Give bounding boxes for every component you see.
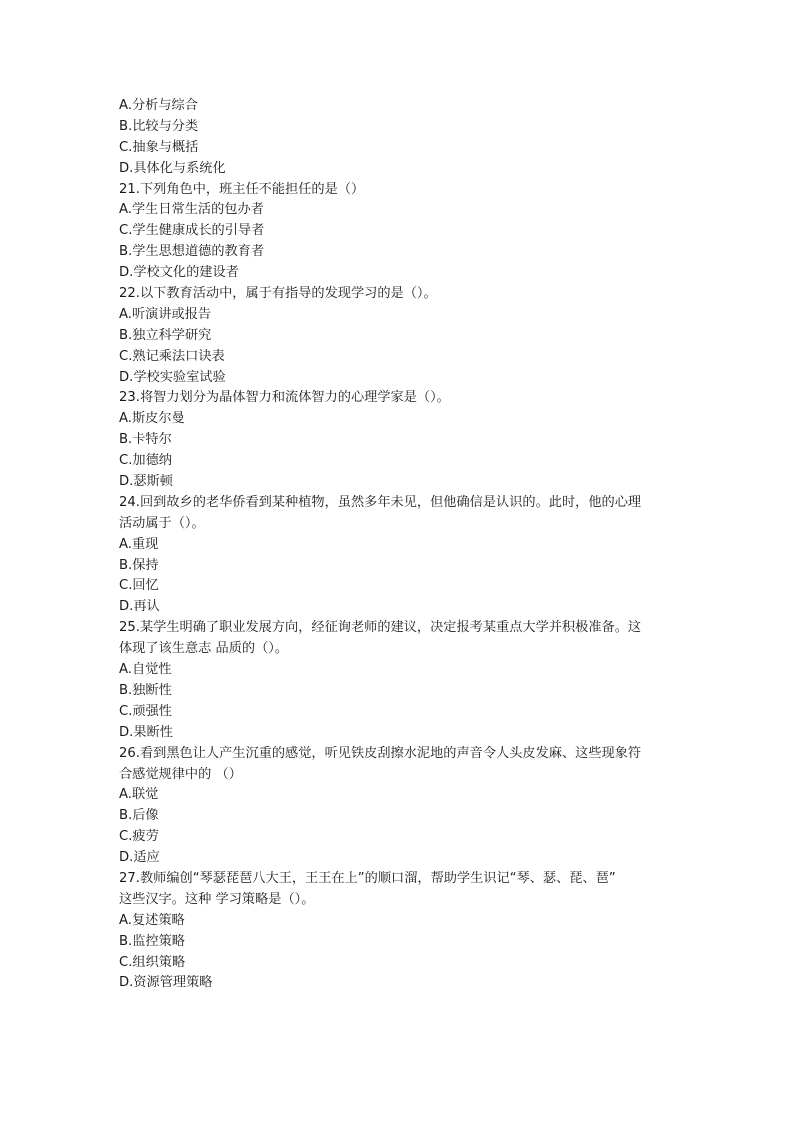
question-24-line-2: 活动属于（）。 — [119, 515, 205, 531]
option-line: D.学校实验室试验 — [119, 369, 226, 385]
document-page — [119, 96, 679, 994]
question-25-line-2: 体现了该生意志 品质的（）。 — [119, 641, 289, 657]
option-line: D.瑟斯顿 — [119, 474, 173, 490]
option-line: A.联觉 — [119, 787, 159, 803]
option-line: C.回忆 — [119, 578, 159, 594]
question-26-line-1: 26.看到黑色让人产生沉重的感觉，听见铁皮刮擦水泥地的声音令人头皮发麻、这些现象符 — [119, 745, 642, 761]
option-line: B.独立科学研究 — [119, 327, 212, 343]
option-line: C.学生健康成长的引导者 — [119, 223, 265, 239]
option-line: A.分析与综合 — [119, 98, 198, 113]
option-line: A.斯皮尔曼 — [119, 411, 185, 427]
option-line: C.熟记乘法口诀表 — [119, 348, 225, 364]
option-line: B.学生思想道德的教育者 — [119, 244, 265, 260]
option-line: C.组织策略 — [119, 954, 186, 970]
question-22: 22.以下教育活动中，属于有指导的发现学习的是（）。 — [119, 286, 437, 302]
question-26-line-2: 合感觉规律中的 （） — [119, 766, 242, 782]
option-line: C.顽强性 — [119, 703, 172, 719]
option-line: C.疲劳 — [119, 829, 159, 845]
question-24-line-1: 24.回到故乡的老华侨看到某种植物，虽然多年未见，但他确信是认识的。此时，他的心理 — [119, 494, 642, 510]
option-line: A.听演讲或报告 — [119, 306, 212, 322]
option-line: B.比较与分类 — [119, 118, 199, 134]
option-line: B.后像 — [119, 808, 159, 824]
option-line: A.自觉性 — [119, 662, 172, 678]
option-line: A.重现 — [119, 536, 159, 552]
question-27-line-2: 这些汉字。这种 学习策略是（）。 — [119, 891, 315, 907]
option-line: D.学校文化的建设者 — [119, 265, 239, 281]
option-line: B.保持 — [119, 557, 159, 573]
question-27-line-1: 27.教师编创“琴瑟琵琶八大王，王王在上”的顺口溜，帮助学生识记“琴、瑟、琵、琶” — [119, 870, 616, 886]
option-line: D.具体化与系统化 — [119, 160, 226, 176]
option-line: A.学生日常生活的包办者 — [119, 202, 264, 218]
option-line: B.独断性 — [119, 682, 172, 698]
option-line: A.复述策略 — [119, 912, 185, 928]
option-line: B.卡特尔 — [119, 432, 172, 448]
option-line: D.适应 — [119, 850, 160, 866]
option-line: B.监控策略 — [119, 933, 185, 949]
option-line: D.果断性 — [119, 724, 173, 740]
option-line: C.抽象与概括 — [119, 139, 199, 155]
question-25-line-1: 25.某学生明确了职业发展方向，经征询老师的建议，决定报考某重点大学并积极准备。这 — [119, 620, 642, 636]
option-line: D.再认 — [119, 599, 160, 615]
option-line: C.加德纳 — [119, 453, 172, 469]
question-21: 21.下列角色中，班主任不能担任的是（） — [119, 181, 365, 197]
question-23: 23.将智力划分为晶体智力和流体智力的心理学家是（）。 — [119, 390, 450, 406]
option-line: D.资源管理策略 — [119, 975, 213, 991]
